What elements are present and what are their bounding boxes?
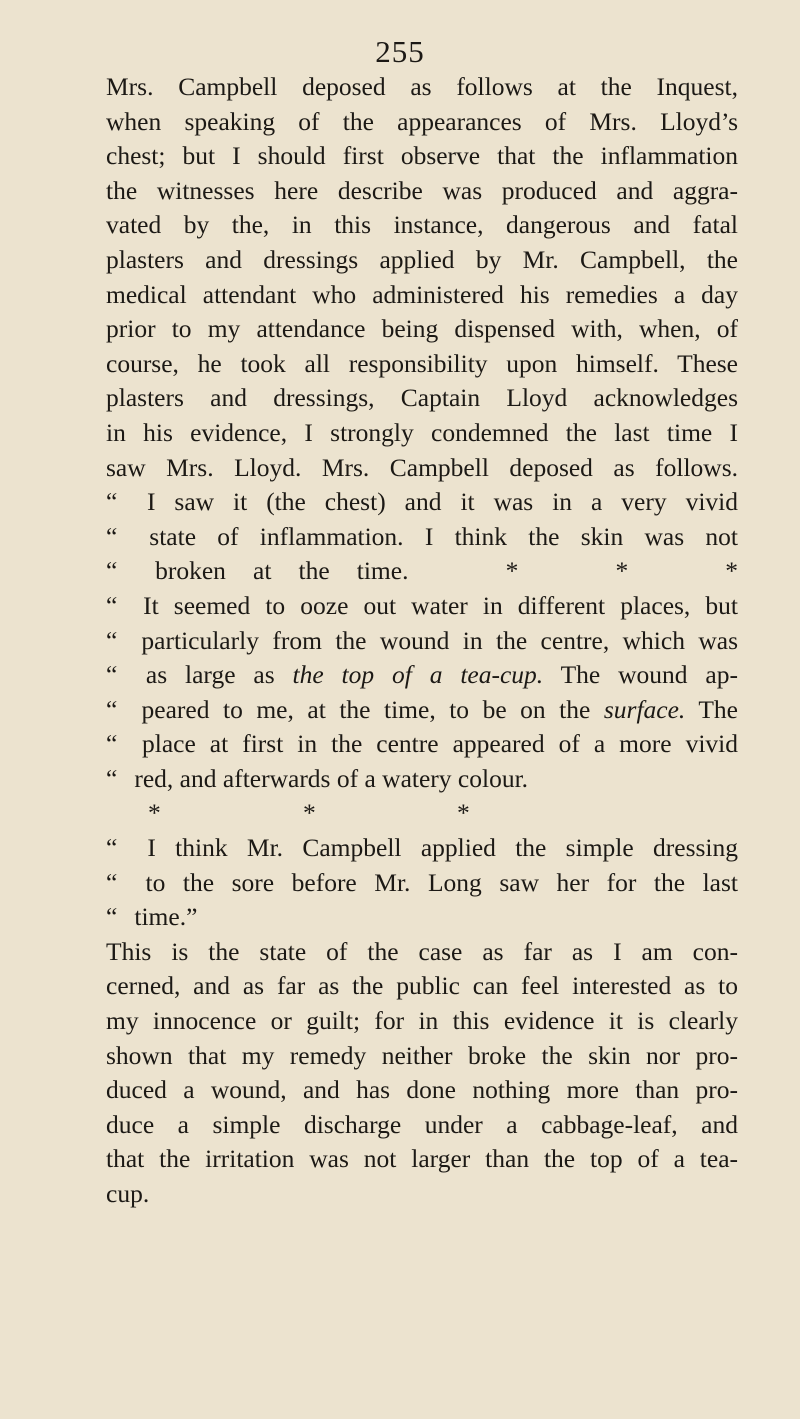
quote-line: “ to the sore before Mr. Long saw her for the last [106,866,738,901]
text-line: plasters and dressings, Captain Lloyd acknowledges [106,383,738,413]
quote-line: “ as large as the top of a tea-cup. The wound ap- [106,658,738,693]
text-line: cerned, and as far as the public can feel interested as to [106,971,738,1001]
ellipsis-star: * [505,556,519,586]
open-quote-mark: “ [106,521,118,551]
quote-line: “ It seemed to ooze out water in different places, but [106,589,738,624]
quote-line: “ I think Mr. Campbell applied the simple dressing [106,831,738,866]
text-line: course, he took all responsibility upon himself. These [106,348,738,378]
text-line: duce a simple discharge under a cabbage-leaf, and [106,1109,738,1139]
text-line: plasters and dressings applied by Mr. Campbell, the [106,244,738,274]
quote-line: “ I saw it (the chest) and it was in a very vivid [106,485,738,520]
text-line: vated by the, in this instance, dangerous and fatal [106,210,738,240]
text-line: duced a wound, and has done nothing more than pro- [106,1075,738,1105]
quote-line: “ red, and afterwards of a watery colour. [106,762,738,797]
open-quote-mark: “ [106,625,118,655]
text-line: cup. [106,1179,150,1208]
text-line: shown that my remedy neither broke the skin nor pro- [106,1040,738,1070]
ellipsis-star: * [303,798,316,828]
ellipsis-star: * [725,556,739,586]
quote-line: “ peared to me, at the time, to be on the surface. The [106,693,738,728]
text-line: in his evidence, I strongly condemned the last time I [106,417,738,447]
page-number: 255 [375,34,425,69]
ellipsis-star: * [148,798,161,828]
text-line: chest; but I should first observe that the inflammation [106,141,738,171]
open-quote-mark: “ [106,867,118,897]
open-quote-mark: “ [106,590,118,620]
quote-line: “ place at first in the centre appeared of a more vivid [106,727,738,762]
quote-line: “ particularly from the wound in the centre, which was [106,624,738,659]
ellipsis-stars-row [106,796,738,831]
open-quote-mark: “ [106,660,118,690]
ellipsis-star: * [615,556,629,586]
text-line: medical attendant who administered his remedies a day [106,279,738,309]
body-text [106,70,738,1212]
text-line: the witnesses here describe was produced and aggra- [106,175,738,205]
quote-line: “ time.” [106,900,738,935]
text-line: that the irritation was not larger than the top of a tea- [106,1144,738,1174]
text-line: Mrs. Campbell deposed as follows at the Inquest, [106,72,738,101]
open-quote-mark: “ [106,487,118,517]
text-line: This is the state of the case as far as I am con- [106,936,738,966]
open-quote-mark: “ [106,729,118,759]
open-quote-mark: “ [106,763,118,793]
ellipsis-star: * [457,798,470,828]
open-quote-mark: “ [106,694,118,724]
text-line: saw Mrs. Lloyd. Mrs. Campbell deposed as follows. [106,452,738,482]
text-line: when speaking of the appearances of Mrs. Lloyd’s [106,106,738,136]
open-quote-mark: “ [106,902,118,932]
italic-phrase: surface. [603,694,686,724]
text-line: prior to my attendance being dispensed with, when, of [106,314,738,344]
italic-phrase: the top of a tea-cup. [292,660,544,690]
quote-line: “ state of inflammation. I think the skin was not [106,520,738,555]
text-line: my innocence or guilt; for in this evidence it is clearly [106,1006,738,1036]
open-quote-mark: “ [106,556,118,586]
open-quote-mark: “ [106,833,118,863]
quote-line: “ broken at the time. * * * [106,554,738,589]
